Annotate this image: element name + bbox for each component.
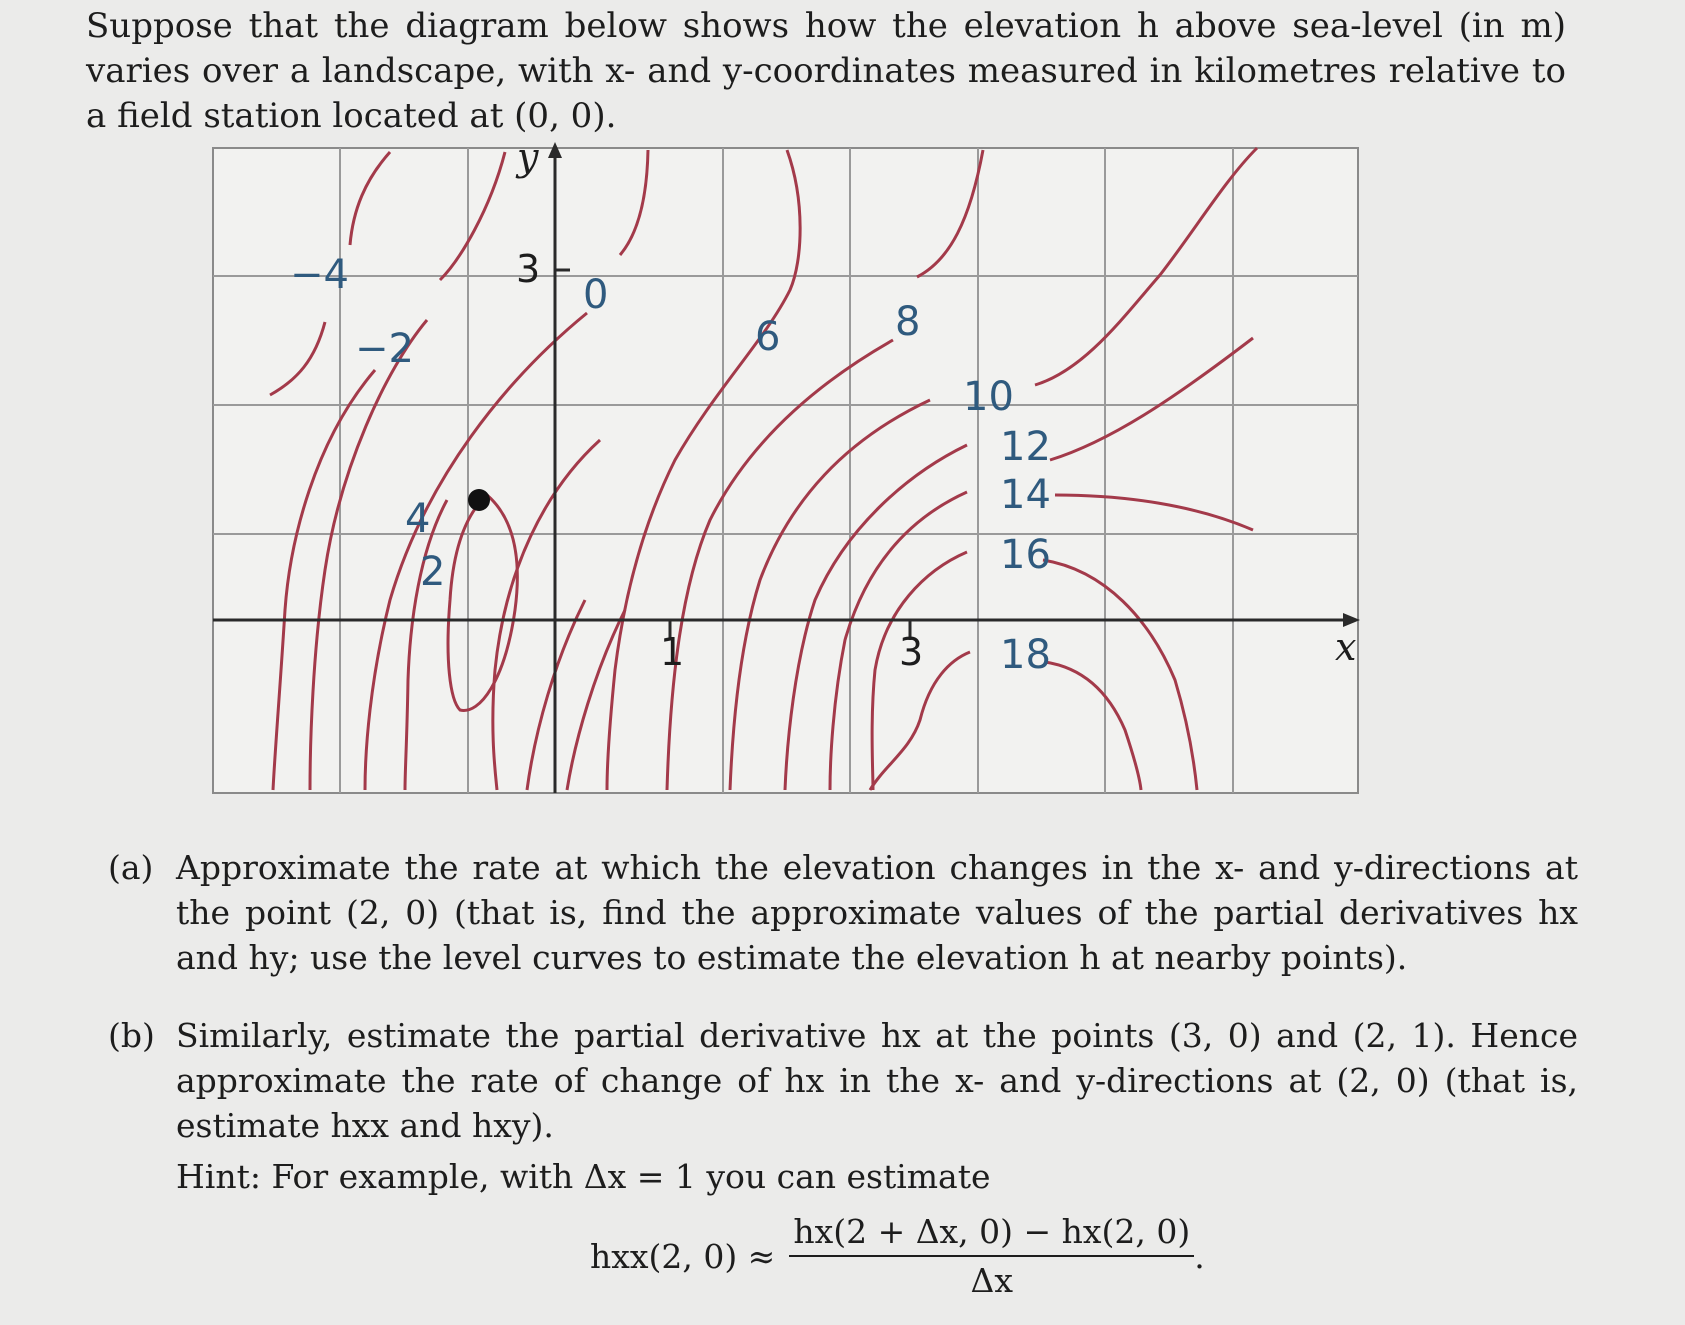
question-a-text: Approximate the rate at which the elevation changes in the x- and y-directions at the point (2, 0) (that is, find the approximate values of the partial derivatives hx and hy; use the level curves to estimate the elevation h at nearby points).: [176, 848, 1578, 977]
contour-label-10: 10: [963, 374, 1014, 420]
formula-lhs: hxx(2, 0) ≈: [590, 1236, 776, 1276]
question-b-text: Similarly, estimate the partial derivative hx at the points (3, 0) and (2, 1). Hence approximate the rate of change of hx in the x- and y-directions at (2, 0) (that is, estimate hxx and hxy).: [176, 1016, 1578, 1145]
contour-label-6: 6: [755, 314, 781, 360]
tick-label-y-3: 3: [516, 247, 541, 291]
contour-label-16: 16: [1000, 532, 1051, 578]
marked-point: [468, 489, 490, 511]
question-b-tag: (b): [108, 1016, 155, 1055]
contour-label-2: 2: [420, 549, 446, 595]
formula-fraction: [789, 1212, 1194, 1300]
question-a: [108, 845, 1578, 980]
question-b: [108, 1013, 1578, 1199]
contour-label-minus-4: −4: [290, 252, 349, 298]
contour-map: [205, 140, 1365, 800]
contour-map-figure: [205, 140, 1365, 800]
formula-end: .: [1194, 1236, 1205, 1276]
formula-numerator: hx(2 + Δx, 0) − hx(2, 0): [789, 1212, 1194, 1257]
hint-formula: [590, 1212, 1205, 1300]
contour-label-0: 0: [583, 272, 609, 318]
x-axis-label: x: [1335, 625, 1357, 669]
tick-label-1: 1: [660, 630, 685, 674]
hint-text: Hint: For example, with Δx = 1 you can estimate: [176, 1157, 991, 1196]
contour-label-12: 12: [1000, 424, 1051, 470]
contour-label-minus-2: −2: [355, 326, 414, 372]
contour-label-18: 18: [1000, 632, 1051, 678]
contour-label-4: 4: [405, 496, 431, 542]
formula-denominator: Δx: [970, 1261, 1013, 1300]
contour-label-8: 8: [895, 299, 921, 345]
tick-label-3: 3: [899, 630, 924, 674]
y-axis-label: y: [517, 140, 539, 179]
question-a-tag: (a): [108, 848, 154, 887]
intro-paragraph: Suppose that the diagram below shows how the elevation h above sea-level (in m) varies over a landscape, with x- and y-coordinates measured in kilometres relative to a field station located at (0, 0).: [86, 6, 1566, 136]
contour-label-14: 14: [1000, 472, 1051, 518]
map-frame: [213, 148, 1358, 793]
